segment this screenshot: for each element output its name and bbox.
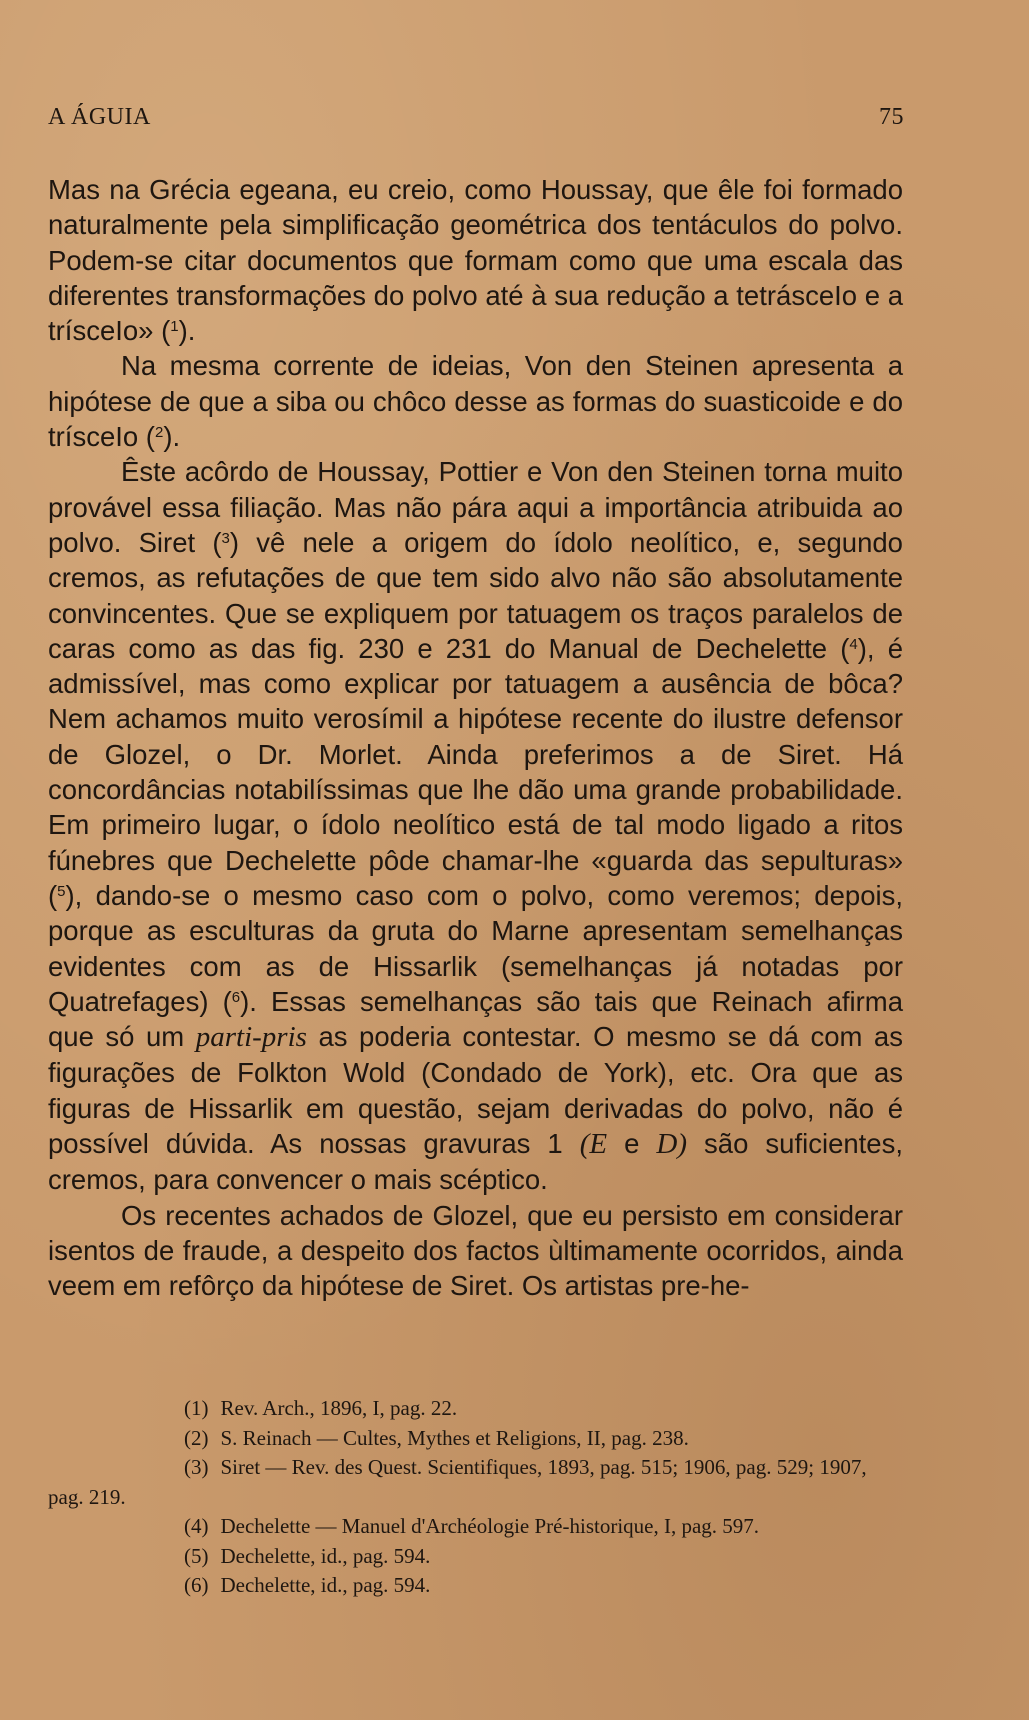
paragraph-4-text: Os recentes achados de Glozel, que eu persisto em considerar isentos de fraude, a despeito dos factos ùltimamente ocorridos, ainda veem em refôrço da hipótese de Siret. Os artistas pre-he- bbox=[48, 1199, 903, 1302]
footnote-6 bbox=[48, 1571, 903, 1601]
footnote-1 bbox=[48, 1394, 903, 1424]
paragraph-2-text-end: ). bbox=[163, 421, 181, 453]
footnote-text: Dechelette, id., pag. 594. bbox=[220, 1573, 431, 1597]
paragraph-3-text-c: ), é admissível, mas como explicar por tatuagem a ausência de bôca? Nem achamos muito verosímil a hipótese recente do ilustre defensor de Glozel, o Dr. Morlet. Ainda preferimos a de Siret. Há concordâncias notabilíssimas que lhe dão uma grande probabilidade. Em primeiro lugar, o ídolo neolítico está de tal modo ligado a ritos fúnebres que Dechelette pôde chamar-lhe «guarda das sepulturas» ( bbox=[48, 632, 903, 911]
footnote-ref-5: 5 bbox=[57, 882, 66, 900]
footnote-mark: (1) bbox=[184, 1396, 209, 1420]
footnote-text: Siret — Rev. des Quest. Scientifiques, 1893, pag. 515; 1906, pag. 529; 1907, pag. 219. bbox=[48, 1455, 867, 1509]
footnotes bbox=[48, 1394, 903, 1601]
footnote-mark: (6) bbox=[184, 1573, 209, 1597]
paragraph-2 bbox=[48, 348, 903, 454]
footnote-5 bbox=[48, 1542, 903, 1572]
footnote-ref-1: 1 bbox=[170, 318, 179, 336]
footnote-2 bbox=[48, 1424, 903, 1454]
footnote-text: Dechelette — Manuel d'Archéologie Pré-historique, I, pag. 597. bbox=[220, 1514, 760, 1538]
footnote-mark: (2) bbox=[184, 1425, 209, 1450]
paragraph-3-text-a: Êste acôrdo de Houssay, Pottier e Von den Steinen torna muito provável essa filiação. Mas não pára aqui a importância atribuida ao polvo. Siret ( bbox=[48, 456, 903, 558]
paragraph-1 bbox=[48, 172, 903, 348]
footnote-text: Rev. Arch., 1896, I, pag. 22. bbox=[220, 1396, 458, 1420]
footnote-mark: (3) bbox=[184, 1455, 209, 1479]
page-number: 75 bbox=[879, 104, 904, 130]
body-text bbox=[48, 172, 903, 1304]
footnote-ref-3: 3 bbox=[221, 529, 230, 547]
paragraph-3-text-d: ), dando-se o mesmo caso com o polvo, como veremos; depois, porque as esculturas da gruta do Marne apresentam semelhanças evidentes com as de Hissarlik (semelhanças já notadas por Quatrefages) ( bbox=[48, 879, 903, 1017]
footnote-ref-4: 4 bbox=[849, 635, 858, 653]
footnote-ref-6: 6 bbox=[231, 988, 241, 1006]
running-title: A ÁGUIA bbox=[48, 104, 151, 130]
italic-term: parti-pris bbox=[195, 1021, 307, 1054]
figure-ref-conjunction: e bbox=[607, 1128, 657, 1160]
running-head bbox=[48, 104, 904, 134]
paragraph-3-text-f: as poderia contestar. O mesmo se dá com as figurações de Folkton Wold (Condado de York), etc. Ora que as figuras de Hissarlik em questão, sejam derivadas do polvo, não é possível dúvida. As nossas gravuras 1 bbox=[48, 1021, 903, 1160]
paragraph-3-text-e: ). Essas semelhanças são tais que Reinach afirma que só um bbox=[48, 985, 903, 1053]
paragraph-3-text-g: são suficientes, cremos, para convencer o mais scéptico. bbox=[48, 1128, 903, 1196]
footnote-4 bbox=[48, 1512, 903, 1542]
footnote-text: Dechelette, id., pag. 594. bbox=[220, 1543, 431, 1568]
paragraph-2-text: Na mesma corrente de ideias, Von den Steinen apresenta a hipótese de que a siba ou chôco desse as formas do suasticoide e do trísceIo ( bbox=[48, 350, 903, 453]
paragraph-3 bbox=[48, 454, 903, 1197]
figure-ref-e: (E bbox=[579, 1128, 608, 1161]
paragraph-3-text-b: ) vê nele a origem do ídolo neolítico, e, segundo cremos, as refutações de que tem sido alvo não são absolutamente convincentes. Que se expliquem por tatuagem os traços paralelos de caras como as das fig. 230 e 231 do Manual de Dechelette ( bbox=[48, 526, 903, 664]
footnote-mark: (4) bbox=[184, 1514, 209, 1538]
footnote-ref-2: 2 bbox=[154, 424, 164, 442]
footnote-text: S. Reinach — Cultes, Mythes et Religions, II, pag. 238. bbox=[220, 1425, 689, 1450]
footnote-3 bbox=[48, 1453, 903, 1512]
paragraph-1-text: Mas na Grécia egeana, eu creio, como Houssay, que êle foi formado naturalmente pela simplificação geométrica dos tentáculos do polvo. Podem-se citar documentos que formam como que uma escala das diferentes transformações do polvo até à sua redução a tetrásceIo e a trísceIo» ( bbox=[48, 174, 903, 347]
paragraph-4 bbox=[48, 1198, 903, 1304]
paragraph-1-text-end: ). bbox=[178, 315, 196, 347]
footnote-mark: (5) bbox=[184, 1543, 209, 1568]
figure-ref-d: D) bbox=[656, 1128, 688, 1161]
